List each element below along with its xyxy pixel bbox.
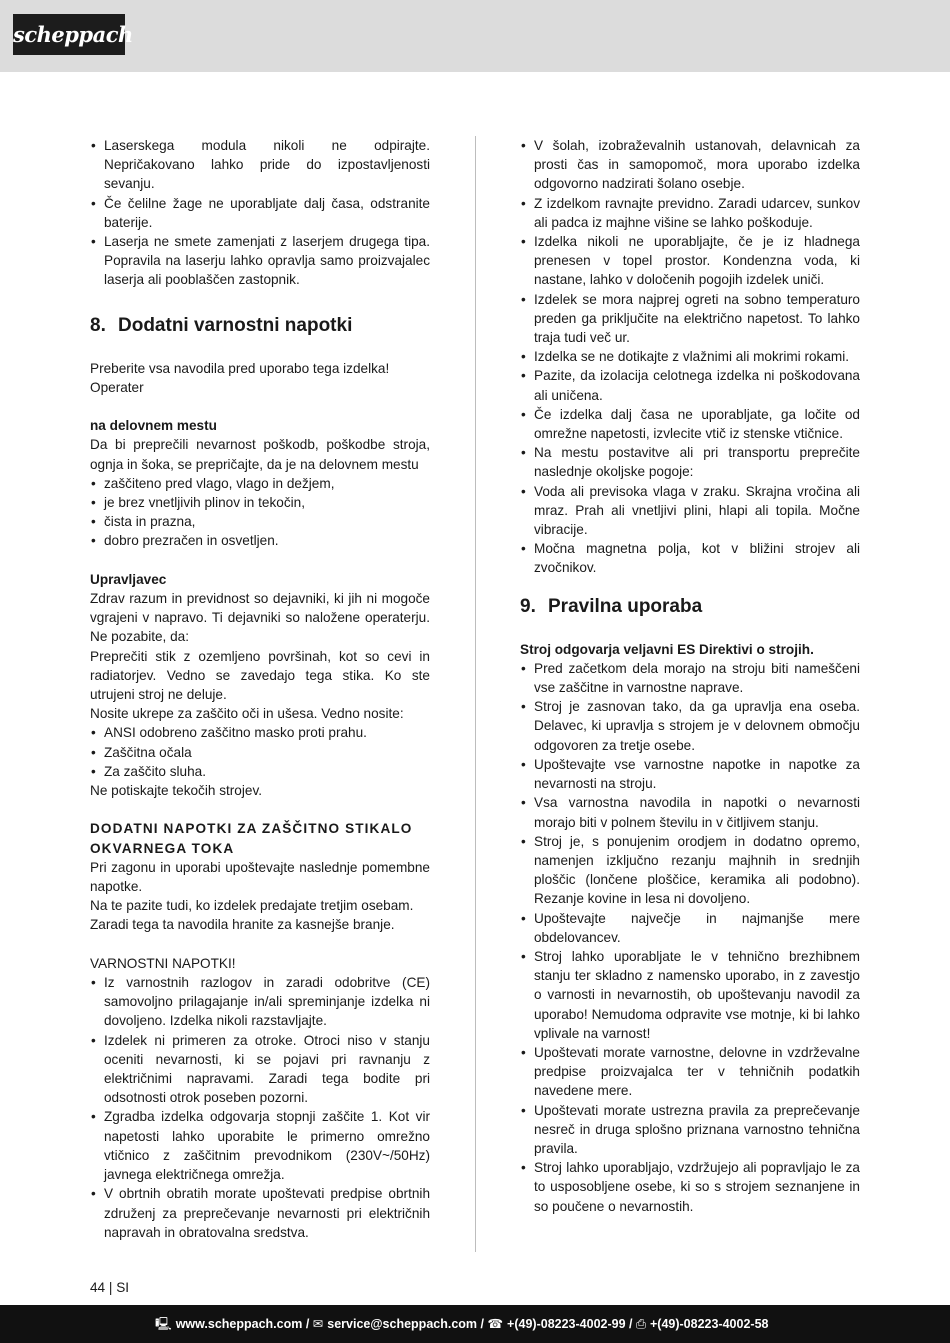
list-item: • Izdelek ni primeren za otroke. Otroci niso v stanju oceniti nevarnosti, ki se pojavi pri ravnanju z električnimi napravami. Zaradi tega bodite pri odsotnosti otrok poseben pozorni. xyxy=(90,1031,430,1108)
list-item: • dobro prezračen in osvetljen. xyxy=(90,531,430,550)
rcd-text: Na te pazite tudi, ko izdelek predajate tretjim osebam. xyxy=(90,898,414,914)
list-item: • zaščiteno pred vlago, vlago in dežjem, xyxy=(90,474,430,493)
list-item: • Upoštevati morate ustrezna pravila za preprečevanje nesreč in druga splošno priznana varnostno tehnična pravila. xyxy=(520,1101,860,1159)
section-title: Dodatni varnostni napotki xyxy=(118,314,353,336)
list-item: • ANSI odobreno zaščitno masko proti prahu. xyxy=(90,723,430,742)
list-item: • Upoštevajte največje in najmanjše mere obdelovancev. xyxy=(520,909,860,947)
list-item: • Pred začetkom dela morajo na stroju biti nameščeni vse zaščitne in varnostne naprave. xyxy=(520,659,860,697)
footer-phone: +(49)-08223-4002-99 / xyxy=(507,1317,633,1331)
list-item: • Upoštevajte vse varnostne napotke in napotke za nevarnosti na stroju. xyxy=(520,755,860,793)
workplace-heading: na delovnem mestu xyxy=(90,418,217,434)
rcd-text: Pri zagonu in uporabi upoštevajte naslednje pomembne napotke. xyxy=(90,859,430,895)
footer-website[interactable]: www.scheppach.com / xyxy=(175,1317,310,1331)
page-number-value: 44 xyxy=(90,1280,106,1295)
list-item: • Z izdelkom ravnajte previdno. Zaradi udarcev, sunkov ali padca iz majhne višine se lahko poškoduje. xyxy=(520,194,860,232)
list-item: • Stroj lahko uporabljajo, vzdržujejo ali popravljajo le za to usposobljene osebe, ki so s strojem seznanjene in so poučene o nevarnostih. xyxy=(520,1158,860,1216)
page-footer xyxy=(0,1305,950,1343)
fax-icon: ⎙ xyxy=(635,1317,646,1331)
list-item: • Stroj je zasnovan tako, da ga upravlja ena oseba. Delavec, ki upravlja s strojem je v delovnem območju odgovoren za tretje osebe. xyxy=(520,697,860,755)
operator-label: Operater xyxy=(90,379,144,395)
email-icon: ✉ xyxy=(312,1317,324,1331)
section-number: 9. xyxy=(520,595,536,617)
environment-bullet-list xyxy=(520,136,860,578)
list-item: • Za zaščito sluha. xyxy=(90,762,430,781)
list-item: • V obrtnih obratih morate upoštevati predpise obrtnih združenj za preprečevanje nevarnosti pri električnih napravah in obratovalna sredstva. xyxy=(90,1184,430,1242)
safety-heading: VARNOSTNI NAPOTKI! xyxy=(90,955,236,971)
list-item: • je brez vnetljivih plinov in tekočin, xyxy=(90,493,430,512)
list-item: • Izdelek se mora najprej ogreti na sobno temperaturo preden ga priključite na električno napetost. To lahko traja tudi več ur. xyxy=(520,290,860,348)
page-number: 44 | SI xyxy=(90,1280,130,1295)
brand-logo: scheppach xyxy=(13,14,125,55)
right-column xyxy=(520,136,860,1216)
computer-icon: 🖳 xyxy=(155,1317,172,1331)
list-item: • Na mestu postavitve ali pri transportu preprečite naslednje okoljske pogoje: xyxy=(520,443,860,481)
workplace-text: Da bi preprečili nevarnost poškodb, poškodbe stroja, ognja in šoka, se prepričajte, da je na delovnem mestu xyxy=(90,437,430,472)
user-heading: Upravljavec xyxy=(90,571,167,587)
list-item: • Laserja ne smete zamenjati z laserjem drugega tipa. Popravila na laserju lahko opravlja samo proizvajalec laserja ali pooblaščen zastopnik. xyxy=(90,232,430,290)
list-item: • Stroj lahko uporabljate le v tehnično brezhibnem stanju ter skladno z namensko uporabo, in z zavestjo o varnosti in nevarnostih, ob upoštevanju navodil za uporabo! Nemudoma odpravite vse motnje, ki bi lahko vplivale na varnost! xyxy=(520,947,860,1043)
list-item: • Če čelilne žage ne uporabljate dalj časa, odstranite baterije. xyxy=(90,194,430,232)
workplace-bullet-list xyxy=(90,474,430,551)
footer-email[interactable]: service@scheppach.com / xyxy=(327,1317,484,1331)
list-item: • Vsa varnostna navodila in napotki o nevarnosti morajo biti v polnem številu in v čitljivem stanju. xyxy=(520,793,860,831)
directive-lead: Stroj odgovarja veljavni ES Direktivi o strojih. xyxy=(520,641,814,657)
list-item: • Močna magnetna polja, kot v bližini strojev ali zvočnikov. xyxy=(520,539,860,577)
usage-bullet-list xyxy=(520,659,860,1216)
column-divider xyxy=(475,136,476,1252)
list-item: • Izdelka nikoli ne uporabljajte, če je iz hladnega prenesen v topel prostor. Kondenzna voda, ki nastane, lahko v določenih pogojih izdelek uniči. xyxy=(520,232,860,290)
list-item: • Če izdelka dalj časa ne uporabljate, ga ločite od omrežne napetosti, izvlecite vtič iz stenske vtičnice. xyxy=(520,405,860,443)
rcd-text: Zaradi tega ta navodila hranite za kasnejše branje. xyxy=(90,917,395,933)
safety-bullet-list xyxy=(90,973,430,1242)
list-item: • Iz varnostnih razlogov in zaradi odobritve (CE) samovoljno prilagajanje in/ali spreminjanje izdelka ni dovoljeno. Izdelka nikoli razstavljajte. xyxy=(90,973,430,1031)
list-item: • Izdelka se ne dotikajte z vlažnimi ali mokrimi rokami. xyxy=(520,347,860,366)
intro-text: Preberite vsa navodila pred uporabo tega izdelka! xyxy=(90,360,390,376)
list-item: • Voda ali previsoka vlaga v zraku. Skrajna vročina ali mraz. Prah ali vnetljivi plini, hlapi ali topila. Močne vibracije. xyxy=(520,482,860,540)
rcd-heading: DODATNI NAPOTKI ZA ZAŠČITNO STIKALO OKVARNEGA TOKA xyxy=(90,821,413,856)
left-column xyxy=(90,136,430,1242)
list-item: • čista in prazna, xyxy=(90,512,430,531)
list-item: • Upoštevati morate varnostne, delovne in vzdrževalne predpise proizvajalca ter v tehničnih podatkih navedene mere. xyxy=(520,1043,860,1101)
section-8-heading xyxy=(90,314,430,338)
section-title: Pravilna uporaba xyxy=(548,595,703,617)
user-text: Ne potiskajte tekočih strojev. xyxy=(90,783,263,799)
section-number: 8. xyxy=(90,314,106,336)
page-header xyxy=(0,0,950,72)
protection-bullet-list xyxy=(90,723,430,781)
list-item: • V šolah, izobraževalnih ustanovah, delavnicah za prosti čas in samopomoč, mora uporabo izdelka odgovorno nadzirati šolano osebje. xyxy=(520,136,860,194)
page-language: SI xyxy=(116,1280,130,1295)
footer-fax: +(49)-08223-4002-58 xyxy=(649,1317,769,1331)
list-item: • Zaščitna očala xyxy=(90,743,430,762)
laser-bullet-list xyxy=(90,136,430,290)
user-text: Zdrav razum in previdnost so dejavniki, ki jih ni mogoče vgrajeni v napravo. Ti dejavniki so naložene operaterju. Ne pozabite, da: xyxy=(90,591,430,645)
user-text: Preprečiti stik z ozemljeno površinah, kot so cevi in radiatorjev. Vedno se zavedajo tega stika. Ko ste utrujeni stroj ne deluje. xyxy=(90,648,430,703)
user-text: Nosite ukrepe za zaščito oči in ušesa. Vedno nosite: xyxy=(90,706,404,722)
section-9-heading xyxy=(520,595,860,619)
list-item: • Pazite, da izolacija celotnega izdelka ni poškodovana ali uničena. xyxy=(520,366,860,404)
list-item: • Zgradba izdelka odgovarja stopnji zaščite 1. Kot vir napetosti lahko uporabite le primerno omrežno vtičnico z zaščitnim prevodnikom (230V~/50Hz) javnega električnega omrežja. xyxy=(90,1107,430,1184)
list-item: • Laserskega modula nikoli ne odpirajte. Nepričakovano lahko pride do izpostavljenosti sevanju. xyxy=(90,136,430,194)
list-item: • Stroj je, s ponujenim orodjem in dodatno opremo, namenjen izključno rezanju majhnih in srednjih ploščic (lončene ploščice, keramika ali podobno). Rezanje kovine in lesa ni dovoljeno. xyxy=(520,832,860,909)
phone-icon: ☎ xyxy=(487,1317,504,1331)
